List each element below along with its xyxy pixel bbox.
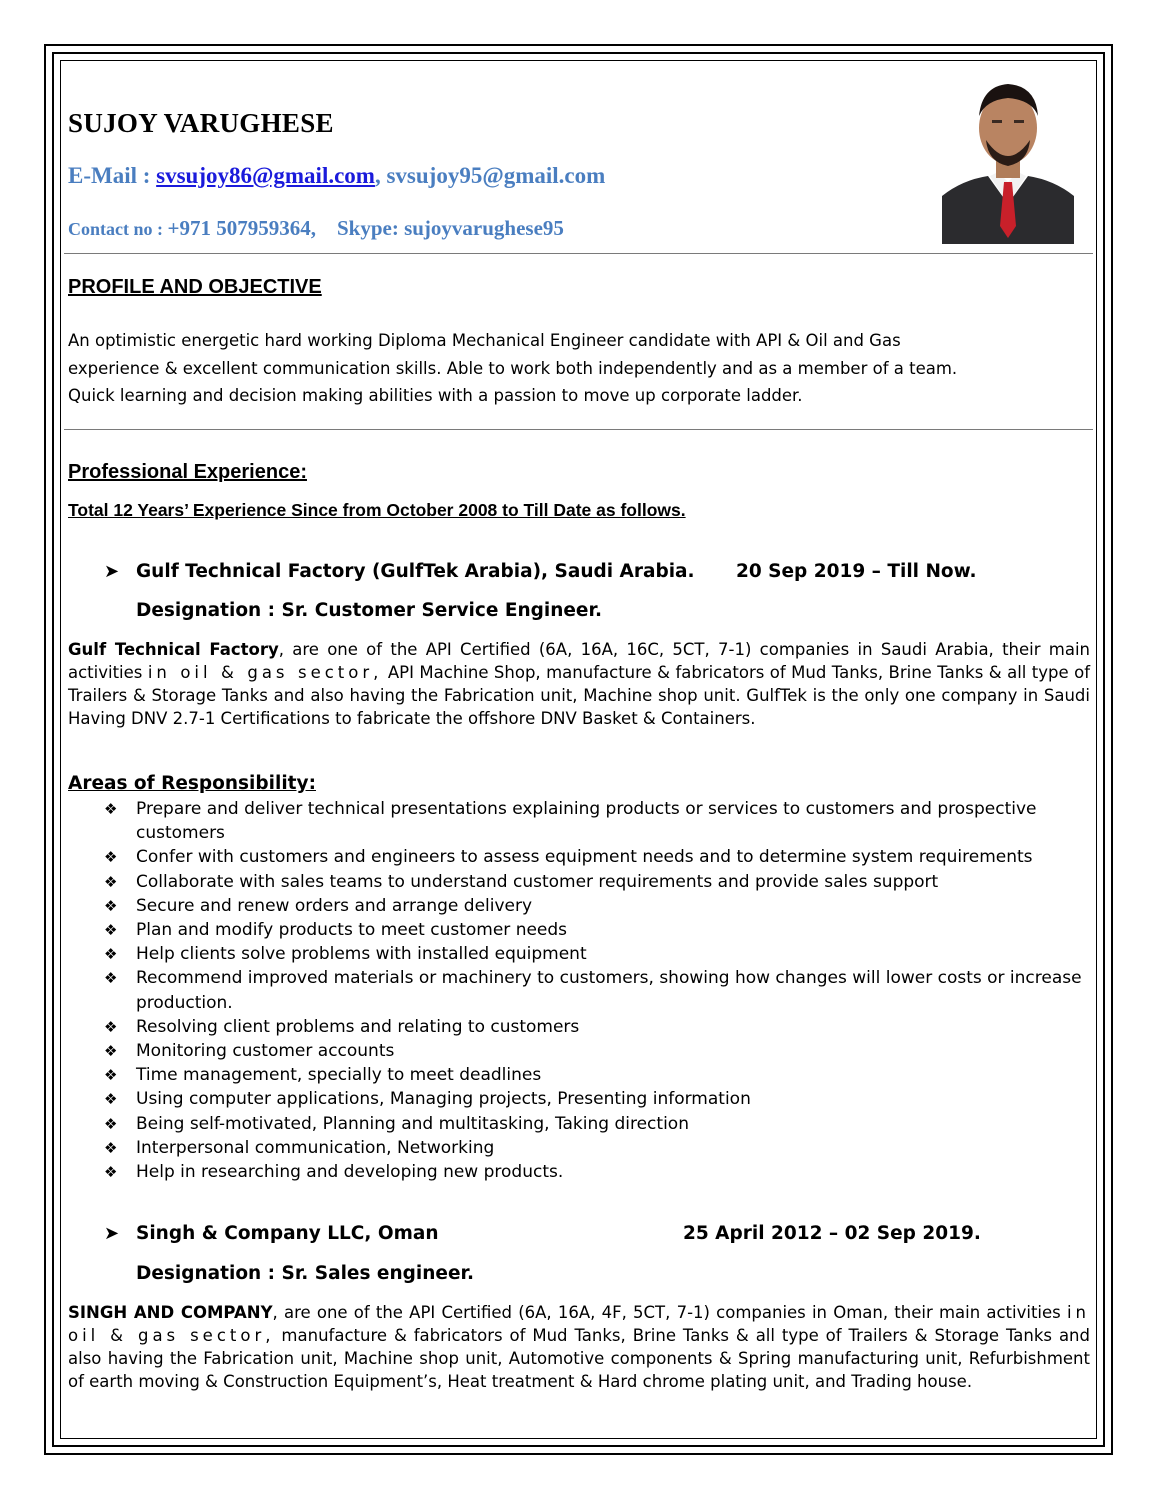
list-item: ❖ Plan and modify products to meet customer needs bbox=[100, 918, 1090, 942]
arrow-bullet-icon: ➤ bbox=[104, 1223, 120, 1244]
email-line bbox=[68, 163, 605, 189]
list-item: ❖ Time management, specially to meet deadlines bbox=[100, 1063, 1090, 1087]
diamond-bullet-icon: ❖ bbox=[104, 1138, 118, 1157]
list-item: ❖ Confer with customers and engineers to assess equipment needs and to determine system requirements bbox=[100, 845, 1090, 869]
list-item: ❖ Resolving client problems and relating to customers bbox=[100, 1015, 1090, 1039]
list-item: ❖ Collaborate with sales teams to understand customer requirements and provide sales support bbox=[100, 870, 1090, 894]
areas-heading: Areas of Responsibility: bbox=[68, 773, 316, 794]
contact-line bbox=[68, 216, 564, 241]
header-divider bbox=[64, 253, 1093, 254]
diamond-bullet-icon: ❖ bbox=[104, 896, 118, 915]
job-description-text: , are one of the API Certified (6A, 16A, 4F, 5CT, 7-1) companies in Oman, their main activities bbox=[272, 1303, 1067, 1322]
diamond-bullet-icon: ❖ bbox=[104, 945, 118, 964]
list-item: ❖ Help clients solve problems with installed equipment bbox=[100, 942, 1090, 966]
candidate-name: SUJOY VARUGHESE bbox=[68, 108, 334, 138]
list-item: ❖ Recommend improved materials or machinery to customers, showing how changes will lower costs or increase production. bbox=[104, 968, 1082, 1013]
email-primary-link[interactable]: svsujoy86@gmail.com bbox=[156, 163, 375, 188]
list-item: ❖ Secure and renew orders and arrange delivery bbox=[100, 894, 1090, 918]
job-description bbox=[68, 1301, 1090, 1393]
list-item: ❖ Being self-motivated, Planning and multitasking, Taking direction bbox=[100, 1112, 1090, 1136]
profile-line: Quick learning and decision making abilities with a passion to move up corporate ladder. bbox=[68, 386, 803, 405]
diamond-bullet-icon: ❖ bbox=[104, 1114, 118, 1133]
job-description-text: , are one of the API Certified (6A, 16A, 16C, 5CT, 7-1) companies in Saudi Arabia, their main activities bbox=[68, 640, 1091, 682]
profile-paragraph bbox=[68, 327, 1088, 410]
diamond-bullet-icon: ❖ bbox=[104, 872, 118, 891]
profile-line: experience & excellent communication skills. Able to work both independently and as a member of a team. bbox=[68, 358, 958, 378]
responsibility-list bbox=[100, 797, 1090, 1184]
diamond-bullet-icon: ❖ bbox=[104, 1042, 118, 1061]
job-designation: Designation : Sr. Sales engineer. bbox=[136, 1263, 475, 1284]
profile-divider bbox=[64, 429, 1093, 430]
list-item: ❖ Help in researching and developing new products. bbox=[100, 1160, 1090, 1184]
job-dates: 20 Sep 2019 – Till Now. bbox=[736, 561, 977, 582]
diamond-bullet-icon: ❖ bbox=[104, 921, 118, 940]
diamond-bullet-icon: ❖ bbox=[104, 1066, 118, 1085]
experience-total: Total 12 Years’ Experience Since from October 2008 to Till Date as follows. bbox=[68, 500, 686, 520]
profile-photo bbox=[942, 76, 1074, 244]
job-company-line bbox=[104, 561, 119, 582]
job-description-text: manufacture & fabricators of Mud Tanks, Brine Tanks & all type of Trailers & Storage Tanks and also having the Fabrication unit, Machine shop unit, Automotive components & Spring manufacturing unit, Refurbishment of earth moving & Construction Equipment’s, Heat treatment & Hard chrome plating unit, and Trading house. bbox=[68, 1326, 1090, 1391]
diamond-bullet-icon: ❖ bbox=[104, 800, 118, 818]
job-company: Singh & Company LLC, Oman bbox=[136, 1223, 439, 1244]
profile-line: An optimistic energetic hard working Diploma Mechanical Engineer candidate with API & Oil and Gas bbox=[68, 331, 901, 350]
experience-heading: Professional Experience: bbox=[68, 461, 307, 483]
email-secondary: , svsujoy95@gmail.com bbox=[374, 163, 606, 188]
list-item: ❖ Prepare and deliver technical presentations explaining products or services to customers and prospective customers bbox=[104, 799, 1037, 844]
diamond-bullet-icon: ❖ bbox=[104, 1163, 118, 1182]
diamond-bullet-icon: ❖ bbox=[104, 969, 118, 988]
job-description-spaced: in oil & gas sector, bbox=[68, 1303, 1091, 1345]
job-dates: 25 April 2012 – 02 Sep 2019. bbox=[683, 1223, 981, 1244]
phone-number: +971 507959364, bbox=[167, 216, 316, 240]
diamond-bullet-icon: ❖ bbox=[104, 1017, 118, 1036]
job-description-lead: Gulf Technical Factory bbox=[68, 640, 279, 659]
job-designation: Designation : Sr. Customer Service Engineer. bbox=[136, 600, 602, 621]
skype-id: Skype: sujoyvarughese95 bbox=[336, 216, 564, 240]
job-description-text: API Machine Shop, manufacture & fabricators of Mud Tanks, Brine Tanks & all type of Trailers & Storage Tanks and also having the Fabrication unit, Machine shop unit. GulfTek is the only one company in Saudi Having DNV 2.7-1 Certifications to fabricate the offshore DNV Basket & Containers. bbox=[68, 663, 1091, 728]
job-company: Gulf Technical Factory (GulfTek Arabia), Saudi Arabia. bbox=[136, 561, 695, 582]
contact-label: Contact no : bbox=[68, 219, 168, 239]
diamond-bullet-icon: ❖ bbox=[104, 1090, 118, 1109]
list-item: ❖ Monitoring customer accounts bbox=[100, 1039, 1090, 1063]
list-item: ❖ Using computer applications, Managing projects, Presenting information bbox=[100, 1087, 1090, 1111]
job-description bbox=[68, 638, 1090, 730]
list-item: ❖ Interpersonal communication, Networking bbox=[100, 1136, 1090, 1160]
email-label: E-Mail : bbox=[68, 163, 157, 188]
job-description-spaced: in oil & gas sector, bbox=[147, 663, 383, 682]
job-description-lead: SINGH AND COMPANY bbox=[68, 1303, 273, 1322]
profile-heading: PROFILE AND OBJECTIVE bbox=[68, 276, 322, 298]
diamond-bullet-icon: ❖ bbox=[104, 848, 118, 867]
job-company-line bbox=[104, 1223, 119, 1244]
arrow-bullet-icon: ➤ bbox=[104, 561, 120, 582]
